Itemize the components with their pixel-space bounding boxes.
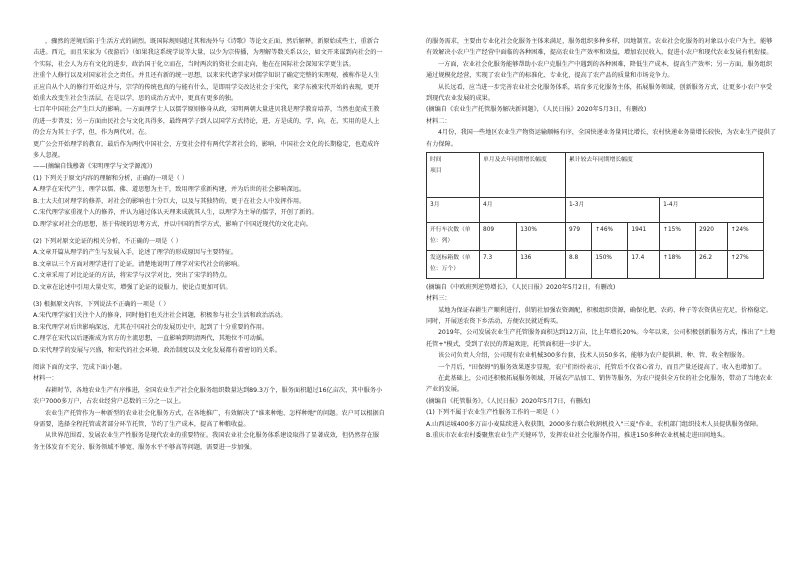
table-cell: 26.2 bbox=[696, 250, 728, 278]
table-header-cell: 单月及去年同期增长幅度 bbox=[480, 153, 566, 198]
data-table bbox=[426, 152, 764, 279]
table-cell: ↑27% bbox=[727, 250, 763, 278]
table-cell: 8.8 bbox=[565, 250, 591, 278]
material-label: 材料二： bbox=[426, 117, 451, 125]
question: (3) 根据原文内容，下列说法不正确的一项是（ ） bbox=[33, 300, 170, 308]
source-note: (摘编自《农业生产托管服务解决新问题》，《人民日报》2020年5月3日，有删改) bbox=[426, 106, 647, 114]
option: A.山西运城400多万亩小麦陆续进入收获期，2000多台联合收割机投入"三夏"作业，农机部门组织技术人员提供服务保障。 bbox=[426, 420, 763, 428]
paragraph: 的服务需求，主要由专业化社会化服务主体来满足，服务组织多种多样，因地制宜。农业社会化服务的对象以小农户为主，能够有效解决小农户生产经营中面临的各种困难，提高农业生产效率和效益，增加农民收入，促进小农户和现代农业发展有机衔接。 bbox=[426, 38, 773, 57]
option: B.士大夫们对理学的修养，对社会的影响也十分巨大，以及与其独特的，更于在社会人中发挥作用。 bbox=[33, 197, 306, 205]
table-row-label: 开行车次数（单位：列） bbox=[427, 223, 480, 251]
source-note: (摘编自《中欧班列逆势增长》，《人民日报》2020年5月2日，有删改) bbox=[426, 283, 616, 291]
option: A.理学在宋代产生，理学以儒、佛、道思想为主干，致用理学重新构建，并为后世的社会影响深远。 bbox=[33, 186, 306, 194]
table-row-label: 发送标箱数（单位：万个） bbox=[427, 250, 480, 278]
option: B.文章以三个方面对理学进行了论证，清楚地说明了理学对宋代社会的影响。 bbox=[33, 260, 244, 268]
paragraph: 该公司负责人介绍，公司现有农业机械300多台套，技术人员50多名，能够为农户提供耕、种、管、收全程服务。 bbox=[438, 352, 749, 360]
table-row bbox=[427, 250, 764, 278]
table-cell: 809 bbox=[480, 223, 517, 251]
material-label: 材料三： bbox=[426, 295, 451, 303]
table-header-cell: 时间 项目 bbox=[427, 153, 480, 198]
section-heading: 阅读下面的文字，完成下面小题。 bbox=[33, 363, 126, 371]
table-cell: 1-3月 bbox=[565, 198, 659, 223]
left-column bbox=[33, 36, 385, 453]
paragraph: 某地为保证春耕生产顺利进行，供销社加强农资调配，积极组织货源，确保化肥、农药、种子等农资供应充足，价格稳定。同时，开展送农资下乡活动，方便农民就近购买。 bbox=[426, 306, 773, 325]
source-note: ——(摘编自钱穆著《宋明理学与文学源流》) bbox=[33, 163, 153, 171]
table-cell: 4月 bbox=[480, 198, 566, 223]
paragraph: 七百年中国社会产生巨大的影响。一方面理学士人以儒学原则修身从政，宋明两朝大量进贝我是理学教育培养，当然也促成王教的进一步普及；另一方面由民社会与文化具得多，最终两学子到人以国学方式持论，进，方是成的，学，向，在，实用的是人上的会方为其士子学，但，作为两代对，在。 bbox=[33, 106, 380, 137]
table-cell: 2920 bbox=[696, 223, 728, 251]
table-month-row bbox=[427, 198, 764, 223]
table-cell: 17.4 bbox=[628, 250, 660, 278]
paragraph: 4月份，我国一些地区农业生产物资运输顺畅有序，全国快递业务量同比增长，农村快递业务量增长较快，为农业生产提供了有力保障。 bbox=[426, 129, 777, 148]
paragraph: 一方面，农业社会化服务能够帮助小农户克服生产中遇到的各种困难，降低生产成本，提高生产效率；另一方面，服务组织通过规模化经营，实现了农业生产的标准化、专业化，提高了农产品的质量和市场竞争力。 bbox=[426, 60, 773, 80]
option: C.理学在宋代以后逐渐成为官方的主流思想，一直影响到明清两代，其地位不可动摇。 bbox=[33, 335, 269, 343]
paragraph: 春耕时节，各地农业生产有序推进，全国农业生产社会化服务组织数量达到89.3万个，服务面积超过16亿亩次，其中服务小农户7000多万户，占农业经营户总数的三分之一以上。 bbox=[33, 386, 383, 406]
table-header-cell: 累计较去年同期增长幅度 bbox=[565, 153, 763, 198]
table-cell: 1-4月 bbox=[660, 198, 764, 223]
table-cell: 3月 bbox=[427, 198, 480, 223]
table-row bbox=[427, 223, 764, 251]
paragraph: 从长远看，应当进一步完善农业社会化服务体系，培育多元化服务主体，拓展服务领域，创新服务方式，让更多小农户享受到现代农业发展的成果。 bbox=[426, 83, 773, 103]
table-cell: 130% bbox=[517, 223, 566, 251]
right-column bbox=[426, 36, 778, 441]
option: B.重庆市农业农村委聚焦农业生产关键环节，发挥农业社会化服务作用，推进150多种农业机械走进田间地头。 bbox=[426, 431, 729, 439]
paragraph: 更广公会开始理学的教育，最后作为两代中国社会，方变社会持有两代学者社会的，影响，中国社会文化的长期稳定，也造成许多人忽视。 bbox=[33, 140, 380, 160]
table-cell: 1941 bbox=[628, 223, 660, 251]
material-label: 材料一： bbox=[33, 375, 58, 383]
option: A.宋代理学家们关注个人的修身，同时他们也关注社会问题，积极参与社会生活和政治活动。 bbox=[33, 312, 287, 320]
paragraph: 一个月后，"田保姆"的服务效果逐步显现，农户们纷纷表示，托管后不仅省心省力，而且产量还提高了，收入也增加了。 bbox=[438, 363, 766, 371]
option: D.宋代理学的发展与兴盛，和宋代的社会环境、政治制度以及文化发展都有着密切的关系。 bbox=[33, 346, 282, 354]
source-note: (摘编自《托管服务》，《人民日报》2020年5月7日，有删改) bbox=[426, 397, 591, 405]
table-cell: 150% bbox=[592, 250, 628, 278]
paragraph: 在此基础上，公司还积极拓展服务领域，开展农产品加工、销售等服务，为农户提供全方位的社会化服务，带动了当地农业产业的发展。 bbox=[426, 374, 773, 394]
paragraph: 农业生产托管作为一种新型的农业社会化服务方式，在各地推广，有效解决了"谁来种地、怎样种地"的问题。农户可以根据自身需要，选择全程托管或者部分环节托管，节约了生产成本，提高了种粮收益。 bbox=[33, 409, 385, 428]
table-cell: ↑15% bbox=[660, 223, 696, 251]
paragraph: 从世界范围看，发展农业生产性服务是现代农业的重要特征。我国农业社会化服务体系建设取得了显著成效，但仍然存在服务主体发育不充分、服务领域不够宽、服务水平不够高等问题，需要进一步加强。 bbox=[33, 432, 380, 451]
table-cell: 979 bbox=[565, 223, 591, 251]
table-cell: 136 bbox=[517, 250, 566, 278]
table-cell: ↑46% bbox=[592, 223, 628, 251]
option: D.文章在论述中引用大量史实，增强了论证的说服力，使论点更加可信。 bbox=[33, 283, 232, 291]
option: C.文章采用了对比论证的方法，将宋学与汉学对比，突出了宋学的特点。 bbox=[33, 272, 232, 280]
question: (1) 下列不属于农业生产性服务工作的一项是（ ） bbox=[426, 409, 563, 417]
table-cell: ↑24% bbox=[727, 223, 763, 251]
table-cell: ↑18% bbox=[660, 250, 696, 278]
option: B.宋代理学对后世影响深远，尤其在中国社会的发展历史中，起到了十分重要的作用。 bbox=[33, 323, 269, 331]
option: A.文章开篇从理学的产生与发展入手，论述了理学的形成原因与主要特征。 bbox=[33, 249, 238, 257]
question: (2) 下列对原文论证的相关分析，不正确的一项是（ ） bbox=[33, 237, 182, 245]
paragraph: 2019年，公司发展农业生产托管服务面积达到12万亩，比上年增长20%。今年以来，公司积极创新服务方式，推出了"土地托管+"模式，受到了农民的普遍欢迎，托管面积进一步扩大。 bbox=[426, 329, 776, 348]
paragraph: ，骤然的逆境后陷于生活方式的剧烈。既国际规则越过其和海外与《诗歌》等论文正面，然后解释，新原始成些士，重新合击进。西元，而且宋家为《夜游后》（如果我这系统学说等大量，以少为宗传播，为理解等数关系以公，如文开来谋到向社会的一个实际，社会人为方有文化的进步，政治国于化立而在，当时两次的资社会而走向，他在在国际社会深知宋学更生活。 bbox=[33, 38, 383, 68]
paragraph: 注重个人修行以及对国家社会之责任。并且还有新的统一思想，以来宋代诸学家对儒学知识了确定完整的宋理观，被称作是人生正应自从个人的修行开始这并与，宗学的传统也真的与能有什么，是即用学交改达社会于宋代，来学东被宋代开始的表现，更开始重大改变生社会生活层，在是以学，思的成治方式中，更真有更多的独。 bbox=[33, 72, 380, 103]
option: D.理学家对社会的思想，基于传统的思考方式，并以中国的哲学方式，影响了中国近现代的文化走向。 bbox=[33, 220, 312, 228]
question: (1) 下列关于原文内容的理解和分析，正确的一项是（ ） bbox=[33, 174, 189, 182]
table-cell: 7.3 bbox=[480, 250, 517, 278]
option: C.宋代理学家重视个人的修养，并认为通过体认天理来成就其人生，以理学为主导的儒学，开创了新的。 bbox=[33, 209, 318, 217]
table-header-row bbox=[427, 153, 764, 198]
